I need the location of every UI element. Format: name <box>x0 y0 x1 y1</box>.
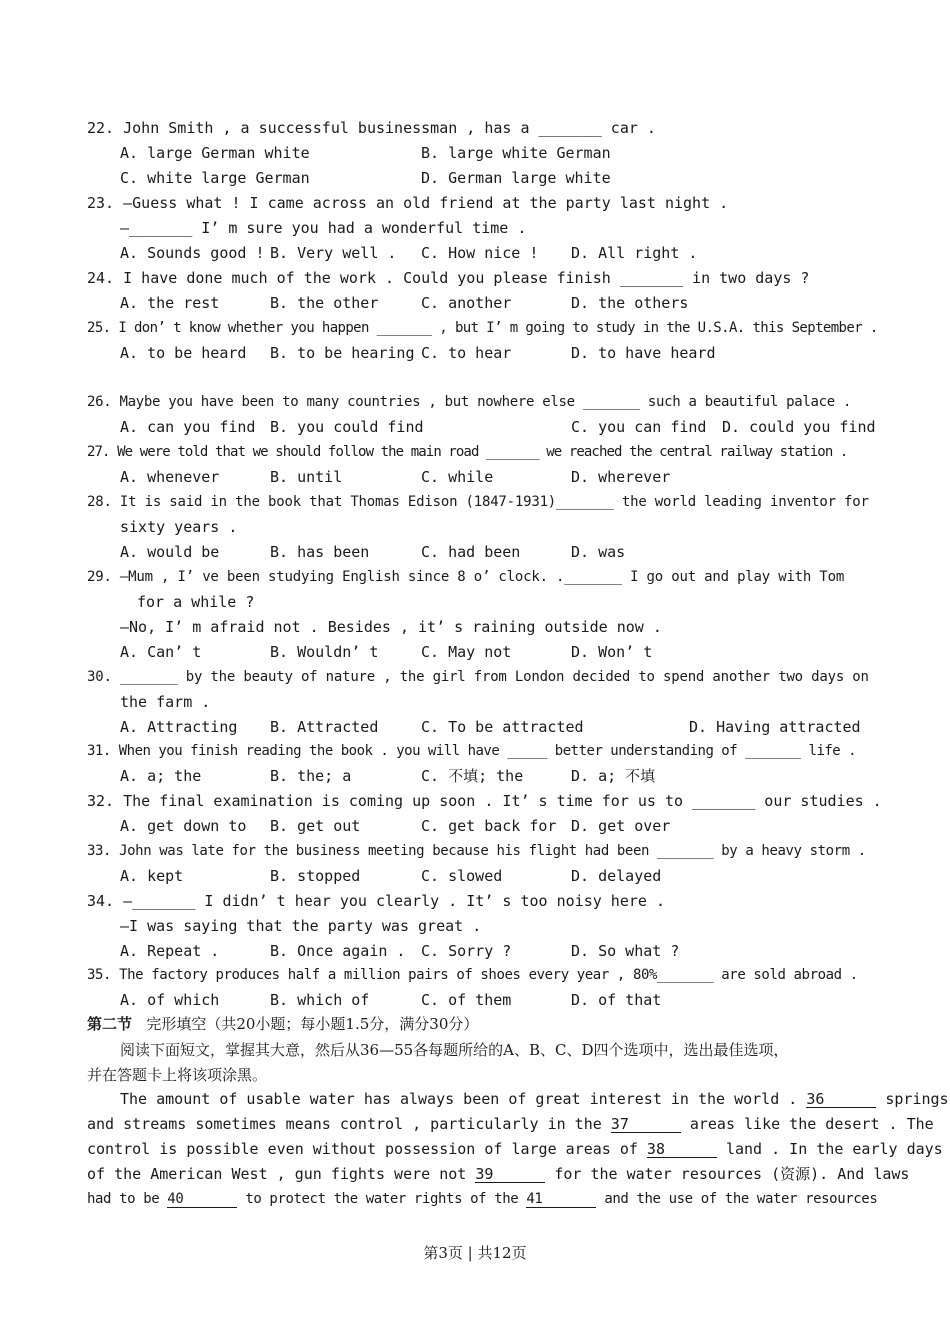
option-d: D. of that <box>571 991 662 1009</box>
option-b: B. to be hearing <box>270 344 415 362</box>
option-c: C. May not <box>421 643 512 661</box>
option-d: D. get over <box>571 817 671 835</box>
question-28-stem: 28. It is said in the book that Thomas Edison (1847-1931)_______ the world leading inventor for <box>87 494 869 510</box>
question-29-reply: —No, I’ m afraid not . Besides , it’ s raining outside now . <box>120 618 662 636</box>
question-23-reply: —_______ I’ m sure you had a wonderful time . <box>120 219 527 237</box>
option-c: C. slowed <box>421 867 503 885</box>
question-24-stem: 24. I have done much of the work . Could you please finish _______ in two days ? <box>87 269 810 287</box>
option-b: B. which of <box>270 991 370 1009</box>
option-a: A. to be heard <box>120 344 247 362</box>
section-instructions: 阅读下面短文，掌握其大意，然后从36—55各每题所给的A、B、C、D四个选项中，选出最佳选项， <box>120 1041 789 1059</box>
option-c: C. of them <box>421 991 512 1009</box>
option-b: B. large white German <box>421 144 611 162</box>
option-a: A. large German white <box>120 144 310 162</box>
option-b: B. the; a <box>270 767 352 785</box>
section-instructions-cont: 并在答题卡上将该项涂黑。 <box>87 1066 268 1084</box>
option-a: A. Sounds good ! <box>120 244 265 262</box>
option-c: C. 不填; the <box>421 767 524 785</box>
question-32-stem: 32. The final examination is coming up soon . It’ s time for us to _______ our studies . <box>87 792 882 810</box>
option-c: C. had been <box>421 543 521 561</box>
option-a: A. Can’ t <box>120 643 202 661</box>
passage-text: for the water resources (资源). And laws <box>554 1165 910 1183</box>
question-27-stem: 27. We were told that we should follow the main road _______ we reached the central railway station . <box>87 444 848 460</box>
question-26-stem: 26. Maybe you have been to many countries , but nowhere else _______ such a beautiful palace . <box>87 394 852 410</box>
option-d: D. Having attracted <box>689 718 861 736</box>
section-subtitle: 完形填空（共20小题；每小题1.5分，满分30分） <box>146 1015 479 1033</box>
blank-38: 38 <box>647 1141 717 1158</box>
option-b: B. you could find <box>270 418 424 436</box>
section-title: 第二节 <box>87 1015 133 1033</box>
passage-line-1 <box>120 1089 949 1109</box>
passage-line-5 <box>87 1189 878 1209</box>
question-30-stem-cont: the farm . <box>120 693 211 711</box>
option-c: C. How nice ! <box>421 244 539 262</box>
option-c: C. while <box>421 468 494 486</box>
section-heading <box>87 1014 865 1034</box>
question-33-stem: 33. John was late for the business meeting because his flight had been _______ by a heavy storm . <box>87 843 866 859</box>
passage-text: areas like the desert . The <box>689 1115 934 1133</box>
option-a: A. can you find <box>120 418 256 436</box>
option-a: A. of which <box>120 991 220 1009</box>
option-d: D. So what ? <box>571 942 680 960</box>
question-28-stem-cont: sixty years . <box>120 518 238 536</box>
option-c: C. another <box>421 294 512 312</box>
blank-37: 37 <box>611 1116 681 1133</box>
question-35-stem: 35. The factory produces half a million pairs of shoes every year , 80%_______ are sold abroad . <box>87 967 858 983</box>
passage-text: control is possible even without possession of large areas of <box>87 1140 638 1158</box>
option-a: A. a; the <box>120 767 202 785</box>
option-c: C. white large German <box>120 169 310 187</box>
option-b: B. get out <box>270 817 361 835</box>
question-25-stem: 25. I don’ t know whether you happen _______ , but I’ m going to study in the U.S.A. this September . <box>87 320 878 336</box>
option-b: B. until <box>270 468 343 486</box>
passage-line-2 <box>87 1114 934 1134</box>
option-b: B. stopped <box>270 867 361 885</box>
option-a: A. whenever <box>120 468 220 486</box>
option-d: D. All right . <box>571 244 698 262</box>
passage-text: to protect the water rights of the <box>245 1191 519 1207</box>
option-a: A. kept <box>120 867 184 885</box>
option-a: A. Repeat . <box>120 942 220 960</box>
question-29-stem: 29. —Mum , I’ ve been studying English since 8 o’ clock. ._______ I go out and play with Tom <box>87 569 845 585</box>
option-c: C. To be attracted <box>421 718 584 736</box>
option-d: D. was <box>571 543 626 561</box>
option-d: D. could you find <box>722 418 876 436</box>
passage-line-3 <box>87 1139 943 1159</box>
option-c: C. you can find <box>571 418 707 436</box>
option-c: C. Sorry ? <box>421 942 512 960</box>
page-footer: 第3页 | 共12页 <box>423 1244 527 1262</box>
passage-text: The amount of usable water has always been of great interest in the world . <box>120 1090 798 1108</box>
option-c: C. to hear <box>421 344 512 362</box>
option-d: D. German large white <box>421 169 611 187</box>
question-23-stem: 23. —Guess what ! I came across an old friend at the party last night . <box>87 194 729 212</box>
blank-36: 36 <box>806 1091 876 1108</box>
option-d: D. a; 不填 <box>571 767 656 785</box>
option-a: A. Attracting <box>120 718 238 736</box>
blank-40: 40 <box>167 1191 237 1208</box>
question-31-stem: 31. When you finish reading the book . you will have _____ better understanding of _______ life . <box>87 743 857 759</box>
passage-text: and streams sometimes means control , particularly in the <box>87 1115 602 1133</box>
option-d: D. to have heard <box>571 344 716 362</box>
option-a: A. get down to <box>120 817 247 835</box>
option-a: A. would be <box>120 543 220 561</box>
blank-41: 41 <box>526 1191 596 1208</box>
passage-text: of the American West , gun fights were not <box>87 1165 467 1183</box>
passage-text: and the use of the water resources <box>604 1191 878 1207</box>
option-b: B. the other <box>270 294 379 312</box>
passage-text: springs <box>885 1090 949 1108</box>
option-b: B. Wouldn’ t <box>270 643 379 661</box>
option-d: D. the others <box>571 294 689 312</box>
option-b: B. Very well . <box>270 244 397 262</box>
option-d: D. delayed <box>571 867 662 885</box>
option-b: B. has been <box>270 543 370 561</box>
option-b: B. Once again . <box>270 942 406 960</box>
question-30-stem: 30. _______ by the beauty of nature , the girl from London decided to spend another two days on <box>87 669 869 685</box>
question-22-stem: 22. John Smith , a successful businessman , has a _______ car . <box>87 119 656 137</box>
passage-line-4 <box>87 1164 910 1184</box>
option-b: B. Attracted <box>270 718 379 736</box>
question-34-stem: 34. —_______ I didn’ t hear you clearly . It’ s too noisy here . <box>87 892 665 910</box>
option-d: D. wherever <box>571 468 671 486</box>
option-d: D. Won’ t <box>571 643 653 661</box>
question-34-reply: —I was saying that the party was great . <box>120 917 482 935</box>
option-a: A. the rest <box>120 294 220 312</box>
blank-39: 39 <box>475 1166 545 1183</box>
passage-text: land . In the early days <box>725 1140 943 1158</box>
option-c: C. get back for <box>421 817 557 835</box>
question-29-stem-cont: for a while ? <box>137 593 255 611</box>
passage-text: had to be <box>87 1191 160 1207</box>
